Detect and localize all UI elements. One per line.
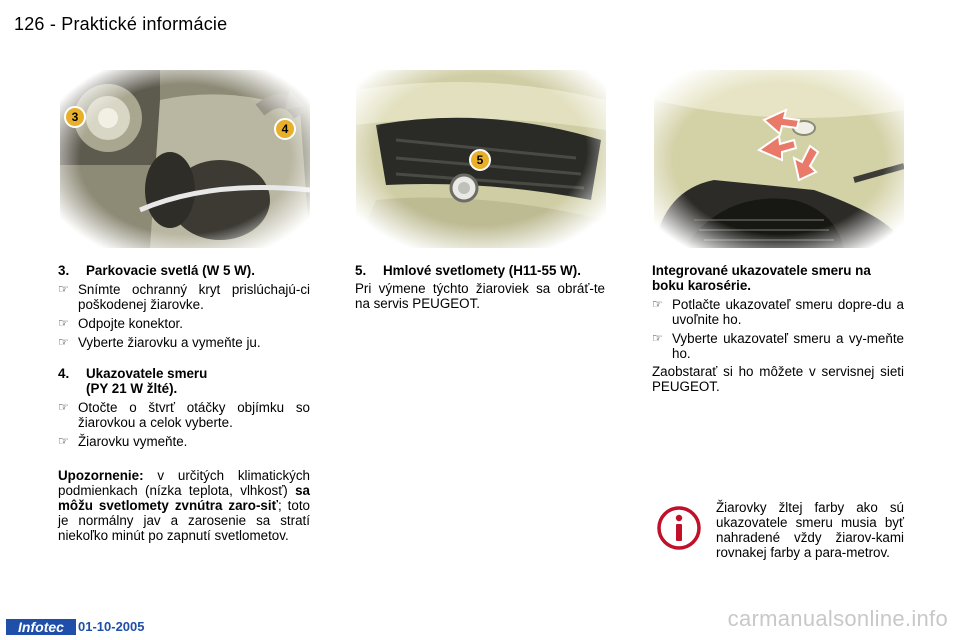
photo-side-indicator: [654, 70, 904, 248]
side-indicator-bullet: [652, 331, 904, 361]
item-4-title-line2: (PY 21 W žlté).: [86, 381, 178, 396]
callout-3: 3: [71, 110, 79, 124]
item-5-heading: [355, 263, 605, 278]
warning-text-1: v určitých klimatických podmienkach (nízka teplota, vlhkosť): [58, 468, 310, 498]
item-3-number: 3.: [58, 263, 70, 278]
item-3-bullet-text: Odpojte konektor.: [78, 316, 183, 331]
callout-4-badge: [274, 118, 296, 140]
warning-note: [58, 468, 310, 543]
arrow-bullet-icon: ☞: [652, 331, 663, 345]
callout-4: 4: [281, 122, 289, 136]
item-5-number: 5.: [355, 263, 367, 278]
watermark: carmanualsonline.info: [727, 606, 948, 631]
arrow-bullet-icon: ☞: [58, 316, 69, 330]
callout-5: 5: [476, 153, 484, 167]
info-icon: [656, 505, 702, 551]
warning-bold-text: sa môžu svetlomety zvnútra zaro-siť: [58, 483, 310, 513]
photo-fog-lamp: [356, 70, 606, 248]
item-3-bullet: [58, 335, 310, 350]
column-fog-lamps: [355, 263, 605, 311]
item-3-heading: [58, 263, 310, 278]
item-3-bullet-text: Vyberte žiarovku a vymeňte ju.: [78, 335, 261, 350]
side-indicator-text: Zaobstarať si ho môžete v servisnej sieti PEUGEOT.: [652, 364, 904, 394]
side-indicator-title: Integrované ukazovatele smeru na boku karosérie.: [652, 263, 871, 293]
callout-3-badge: [64, 106, 86, 128]
item-4-bullet-text: Otočte o štvrť otáčky objímku so žiarovkou a celok vyberte.: [78, 400, 310, 430]
item-3-bullet: [58, 316, 310, 331]
arrow-bullet-icon: ☞: [58, 282, 69, 296]
footer-date: 01-10-2005: [78, 619, 145, 634]
arrow-bullet-icon: ☞: [58, 335, 69, 349]
item-4-heading: [58, 366, 310, 396]
side-indicator-bullet: [652, 297, 904, 327]
column-side-indicators: [652, 263, 904, 394]
info-text: Žiarovky žltej farby ako sú ukazovatele smeru musia byť nahradené vždy žiarov-kami rovnakej farby a para-metrov.: [716, 500, 904, 560]
side-indicator-bullet-text: Vyberte ukazovateľ smeru a vy-meňte ho.: [672, 331, 904, 361]
page-header: [14, 14, 227, 35]
side-indicator-bullet-text: Potlačte ukazovateľ smeru dopre-du a uvoľnite ho.: [672, 297, 904, 327]
item-5-title: Hmlové svetlomety (H11-55 W).: [383, 263, 581, 278]
footer-brand-logo: Infotec: [6, 619, 76, 635]
item-3-title: Parkovacie svetlá (W 5 W).: [86, 263, 255, 278]
warning-label: Upozornenie:: [58, 468, 144, 483]
header-separator: -: [49, 14, 57, 34]
item-3-bullet: [58, 282, 310, 312]
arrow-bullet-icon: ☞: [652, 297, 663, 311]
item-5-text: Pri výmene týchto žiaroviek sa obráť-te na servis PEUGEOT.: [355, 281, 605, 311]
section-title: Praktické informácie: [61, 14, 228, 34]
arrow-bullet-icon: ☞: [58, 400, 69, 414]
photo-headlamp-rear: [60, 70, 310, 248]
item-4-number: 4.: [58, 366, 70, 381]
callout-5-badge: [469, 149, 491, 171]
item-4-bullet: [58, 434, 310, 449]
item-3-bullet-text: Snímte ochranný kryt prislúchajú-ci poškodenej žiarovke.: [78, 282, 310, 312]
warning-text-2: ; toto je normálny jav a zarosenie sa stratí niekoľko minút po zapnutí svetlometov.: [58, 498, 310, 543]
arrow-bullet-icon: ☞: [58, 434, 69, 448]
item-4-bullet: [58, 400, 310, 430]
page-number: 126: [14, 14, 45, 34]
column-parking-and-indicators: [58, 263, 310, 543]
item-4-bullet-text: Žiarovku vymeňte.: [78, 434, 188, 449]
item-4-title-line1: Ukazovatele smeru: [86, 366, 208, 381]
